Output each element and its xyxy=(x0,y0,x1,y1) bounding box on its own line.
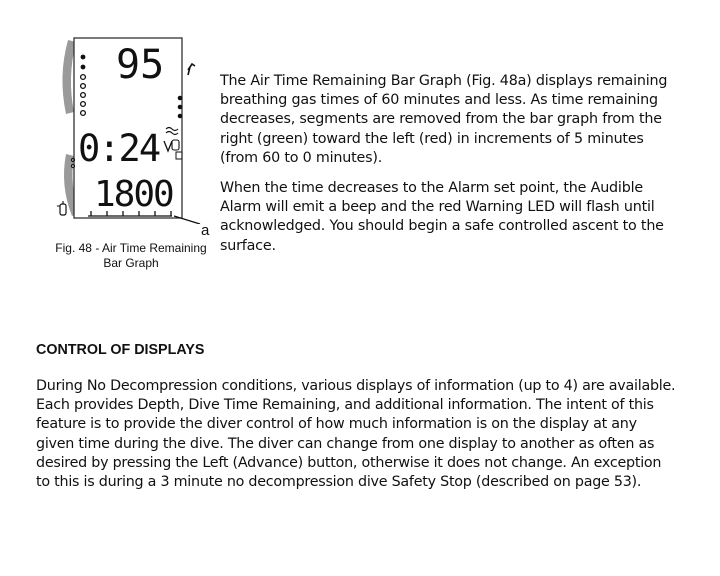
dive-computer-display-figure xyxy=(54,36,204,224)
intro-paragraph-1: The Air Time Remaining Bar Graph (Fig. 48a) displays remaining breathing gas times of 60 minutes and less. As time remaining decreases, segments are removed from the bar graph from the right (green) toward the left (red) in increments of 5 minutes (from 60 to 0 minutes). xyxy=(220,73,668,166)
intro-text xyxy=(220,72,680,267)
section-body xyxy=(36,377,676,492)
pressure-readout: 1800 xyxy=(94,174,173,215)
section-heading: CONTROL OF DISPLAYS xyxy=(36,342,205,358)
caption-line-2: Bar Graph xyxy=(103,256,159,270)
section-paragraph: During No Decompression conditions, various displays of information (up to 4) are available. Each provides Depth, Dive Time Remaining, and additional information. The intent of this feature is to provide the diver control of how much information is on the display at any given time during the dive. The diver can change from one display to another as often as desired by pressing the Left (Advance) button, otherwise it does not change. An exception to this is during a 3 minute no decompression dive Safety Stop (described on page 53). xyxy=(36,378,676,491)
time-readout: 0:24 xyxy=(78,127,160,170)
dive-computer-lcd-illustration xyxy=(54,36,204,224)
intro-paragraph-2: When the time decreases to the Alarm set point, the Audible Alarm will emit a beep and the red Warning LED will flash until acknowledged. You should begin a safe controlled ascent to the surface. xyxy=(220,180,664,254)
figure-callout-label: a xyxy=(201,222,210,239)
figure-caption xyxy=(46,241,216,271)
caption-line-1: Fig. 48 - Air Time Remaining xyxy=(55,241,207,255)
depth-readout: 95 xyxy=(116,42,165,88)
